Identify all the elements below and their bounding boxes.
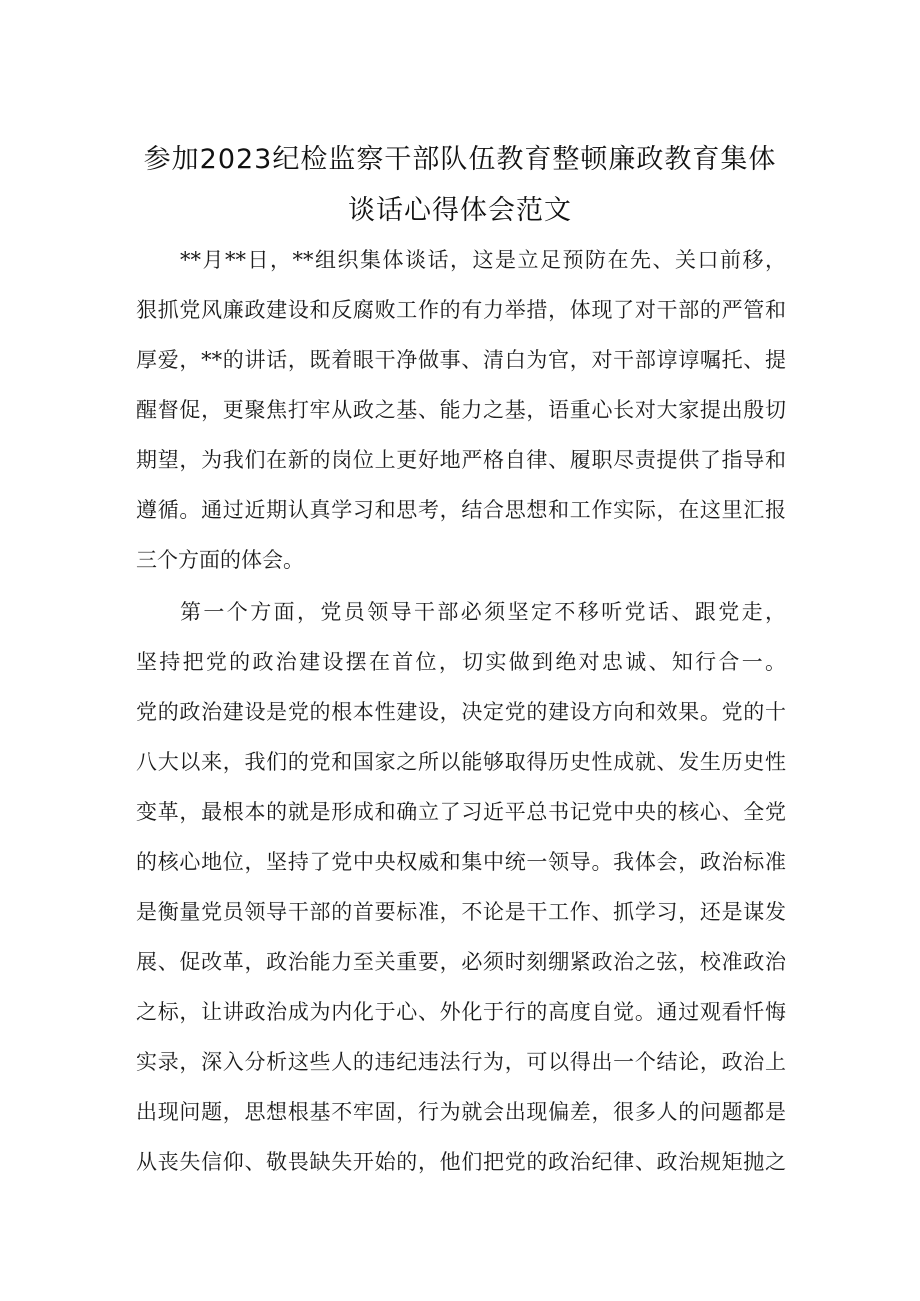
paragraph-line: 厚爱，**的讲话，既着眼干净做事、清白为官，对干部谆谆嘱托、提	[136, 348, 786, 372]
paragraph-line: 展、促改革，政治能力至关重要，必须时刻绷紧政治之弦，校准政治	[136, 950, 786, 974]
paragraph-line: 党的政治建设是党的根本性建设，决定党的建设方向和效果。党的十	[136, 700, 786, 724]
paragraph-line: 三个方面的体会。	[136, 548, 304, 572]
paragraph-2	[136, 587, 786, 1187]
paragraph-line: 遵循。通过近期认真学习和思考，结合思想和工作实际，在这里汇报	[136, 498, 786, 522]
paragraph-line: 八大以来，我们的党和国家之所以能够取得历史性成就、发生历史性	[136, 750, 786, 774]
paragraph-line: 之标，让讲政治成为内化于心、外化于行的高度自觉。通过观看忏悔	[136, 1000, 786, 1024]
paragraph-line: 醒督促，更聚焦打牢从政之基、能力之基，语重心长对大家提出殷切	[136, 398, 786, 422]
paragraph-line: 实录，深入分析这些人的违纪违法行为，可以得出一个结论，政治上	[136, 1050, 786, 1074]
paragraph-line: 是衡量党员领导干部的首要标准，不论是干工作、抓学习，还是谋发	[136, 900, 786, 924]
document-title-line-1: 参加2023纪检监察干部队伍教育整顿廉政教育集体	[143, 144, 777, 175]
paragraph-line: 出现问题，思想根基不牢固，行为就会出现偏差，很多人的问题都是	[136, 1100, 786, 1124]
paragraph-line: 坚持把党的政治建设摆在首位，切实做到绝对忠诚、知行合一。	[136, 650, 786, 674]
paragraph-line: 期望，为我们在新的岗位上更好地严格自律、履职尽责提供了指导和	[136, 448, 786, 472]
paragraph-line: **月**日，**组织集体谈话，这是立足预防在先、关口前移，	[180, 248, 786, 272]
paragraph-line: 从丧失信仰、敬畏缺失开始的，他们把党的政治纪律、政治规矩抛之	[136, 1150, 786, 1174]
paragraph-line: 的核心地位，坚持了党中央权威和集中统一领导。我体会，政治标准	[136, 850, 786, 874]
document-title-line-2: 谈话心得体会范文	[348, 195, 572, 226]
paragraph-line: 狠抓党风廉政建设和反腐败工作的有力举措，体现了对干部的严管和	[136, 298, 786, 322]
paragraph-line: 第一个方面，党员领导干部必须坚定不移听党话、跟党走，	[180, 600, 786, 624]
paragraph-1	[136, 235, 786, 585]
paragraph-line: 变革，最根本的就是形成和确立了习近平总书记党中央的核心、全党	[136, 800, 786, 824]
